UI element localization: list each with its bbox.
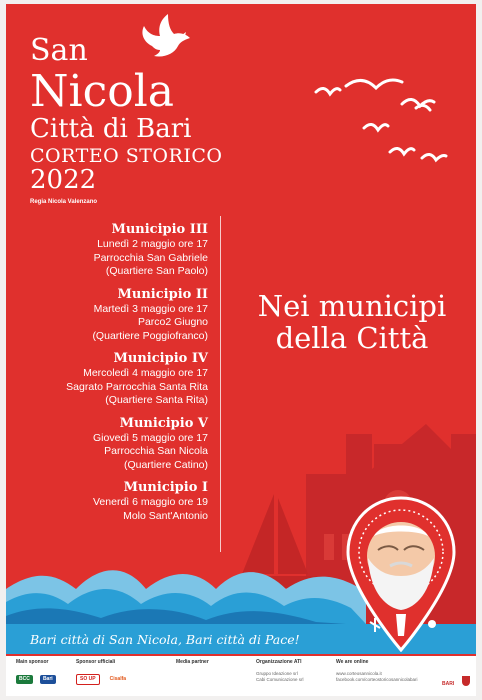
event-venue: Sagrato Parrocchia Santa Rita (66, 380, 208, 393)
poster-title-line1: San (30, 33, 88, 68)
poster-credit: Regia Nicola Valenzano (30, 199, 98, 205)
media-partner-block (176, 659, 209, 665)
event-item (16, 480, 208, 523)
seagulls-icon (306, 74, 456, 184)
event-title: Municipio II (117, 286, 208, 302)
event-title: Municipio I (123, 480, 208, 495)
event-venue: Molo Sant'Antonio (123, 509, 208, 522)
cisalfa-logo: Cisalfa (107, 675, 129, 684)
bari-mark: BARI (442, 681, 455, 687)
event-schedule (16, 222, 208, 531)
event-item (16, 287, 208, 344)
headline (234, 290, 470, 354)
online-block (336, 659, 418, 682)
event-district: (Quartiere Santa Rita) (105, 394, 208, 406)
facebook-link[interactable]: facebook.com/corteostoricosannicolabari (336, 676, 418, 682)
organization-label: Organizzazione ATI (256, 659, 302, 665)
sponsor-bar (6, 656, 476, 696)
event-date: Giovedì 5 maggio ore 17 (93, 431, 208, 444)
bcc-logo: BCC (16, 675, 33, 684)
event-date: Mercoledì 4 maggio ore 17 (83, 367, 208, 379)
website-link[interactable]: www.corteosannicola.it (336, 671, 382, 676)
schedule-divider (220, 216, 221, 552)
event-item (16, 351, 208, 408)
bari-mark-block (442, 670, 470, 689)
online-label: We are online (336, 659, 369, 665)
poster-subtitle: CORTEO STORICO (30, 145, 223, 167)
organization-block (256, 659, 304, 682)
event-poster (6, 4, 476, 696)
bari-logo: Bari (40, 675, 56, 684)
soup-logo: SO UP (76, 674, 100, 685)
event-date: Venerdì 6 maggio ore 19 (93, 496, 208, 508)
event-item (16, 416, 208, 473)
event-title: Municipio IV (113, 351, 208, 366)
headline-line2: della Città (275, 321, 429, 355)
event-venue: Parrocchia San Nicola (104, 445, 208, 457)
poster-year: 2022 (30, 165, 97, 195)
event-title: Municipio V (119, 415, 208, 431)
city-crest-icon (462, 676, 470, 686)
media-partner-label: Media partner (176, 659, 209, 665)
saint-nicholas-pin-icon (346, 496, 456, 652)
event-venue: Parrocchia San Gabriele (93, 251, 208, 264)
official-sponsor-block (76, 659, 131, 685)
main-sponsor-block (16, 659, 58, 684)
event-district: (Quartiere San Paolo) (105, 265, 208, 277)
poster-title-line3: Città di Bari (30, 114, 192, 144)
event-title: Municipio III (111, 222, 208, 237)
headline-line1: Nei municipi (257, 289, 447, 323)
event-district: (Quartiere Catino) (123, 458, 208, 471)
event-date: Martedì 3 maggio ore 17 (93, 302, 208, 315)
organization-text-1: Gruppo Ideazione srl (256, 671, 298, 676)
main-sponsor-label: Main sponsor (16, 659, 49, 665)
event-item (16, 222, 208, 279)
event-date: Lunedì 2 maggio ore 17 (97, 238, 208, 250)
organization-text-2: Cabi Comunicazione srl (256, 676, 304, 682)
event-district: (Quartiere Poggiofranco) (92, 329, 208, 342)
dove-icon (134, 12, 194, 66)
footer-motto: Bari città di San Nicola, Bari città di Pace! (30, 632, 300, 647)
poster-title-line2: Nicola (30, 66, 175, 117)
official-sponsor-label: Sponsor ufficiali (76, 659, 116, 665)
event-venue: Parco2 Giugno (137, 316, 208, 328)
